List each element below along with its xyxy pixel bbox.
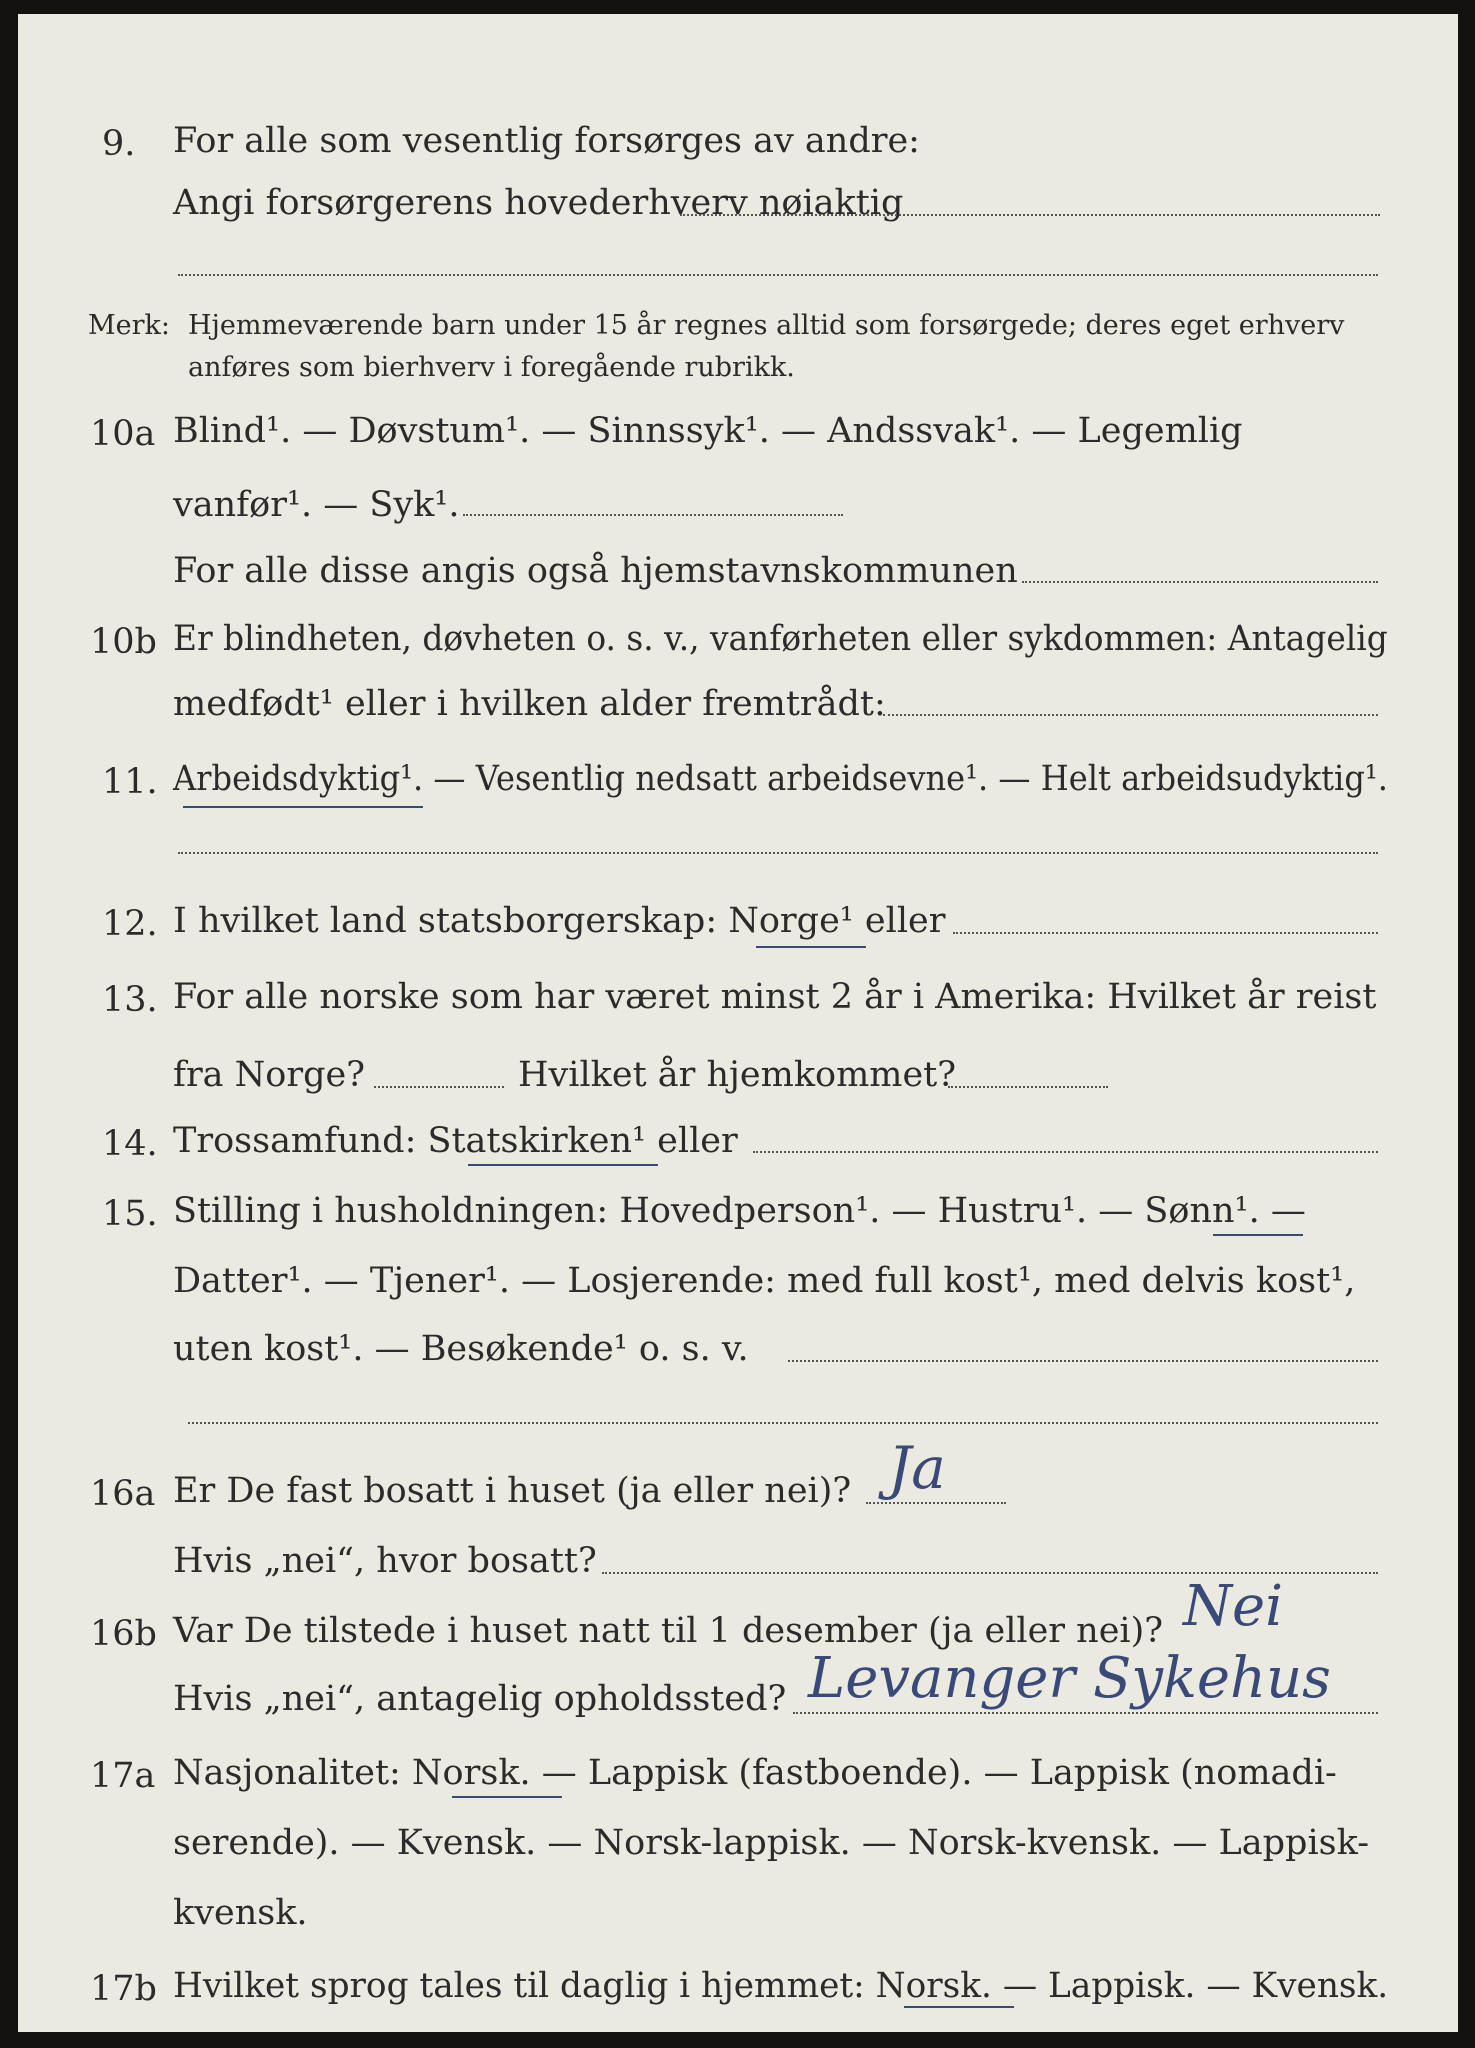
q10a-line1: Blind¹. — Døvstum¹. — Sinnssyk¹. — Andssvak¹. — Legemlig	[173, 411, 1243, 451]
q10b-line1: Er blindheten, døvheten o. s. v., vanførheten eller sykdommen: Antagelig	[173, 619, 1388, 659]
q14-underline-mark	[468, 1164, 658, 1166]
q17a-line3: kvensk.	[173, 1893, 308, 1933]
q15-answer-line	[788, 1360, 1378, 1362]
q16b-line2: Hvis „nei“, antagelig opholdssted?	[173, 1679, 787, 1719]
q10a-home-line	[1022, 581, 1378, 583]
q13-number: 13.	[102, 980, 158, 1020]
q10b-answer-line	[883, 714, 1378, 716]
q17b-number: 17b	[90, 1969, 157, 2009]
q13-line2b: Hvilket år hjemkommet?	[518, 1055, 957, 1095]
q13-year-left-line	[374, 1086, 504, 1088]
q16b-line1: Var De tilstede i huset natt til 1 desember (ja eller nei)?	[173, 1611, 1164, 1651]
q16b-handwritten-location: Levanger Sykehus	[808, 1646, 1331, 1711]
q15-underline-mark	[1213, 1234, 1303, 1236]
q9-answer-line2	[178, 274, 1378, 276]
q11-underline-mark	[183, 806, 423, 808]
q17a-line2: serende). — Kvensk. — Norsk-lappisk. — Norsk-kvensk. — Lappisk-	[173, 1823, 1370, 1863]
merk-line2: anføres som bierhverv i foregående rubrikk.	[188, 352, 795, 383]
q17a-underline-mark	[452, 1796, 562, 1798]
census-form-page	[18, 14, 1458, 2032]
q12-underline-mark	[756, 946, 866, 948]
q17b-underline-mark	[904, 2006, 1014, 2008]
q16a-line1: Er De fast bosatt i huset (ja eller nei)?	[173, 1471, 852, 1511]
q16b-handwritten-answer: Nei	[1183, 1574, 1284, 1639]
q15-number: 15.	[102, 1194, 158, 1234]
q10a-answer-line	[463, 514, 843, 516]
q10b-line2: medfødt¹ eller i hvilken alder fremtrådt:	[173, 684, 886, 724]
q15-line3: uten kost¹. — Besøkende¹ o. s. v.	[173, 1329, 749, 1369]
merk-label: Merk:	[88, 310, 170, 341]
q17b-line1: Hvilket sprog tales til daglig i hjemmet: Norsk. — Lappisk. — Kvensk.	[173, 1966, 1389, 2006]
q9-line2: Angi forsørgerens hovederhverv nøiaktig	[173, 183, 904, 223]
q14-line1: Trossamfund: Statskirken¹ eller	[173, 1121, 738, 1161]
q15-line1: Stilling i husholdningen: Hovedperson¹. — Hustru¹. — Sønn¹. —	[173, 1191, 1306, 1231]
q10a-line2: vanfør¹. — Syk¹.	[173, 485, 460, 525]
q11-number: 11.	[102, 762, 158, 802]
q11-line1: Arbeidsdyktig¹. — Vesentlig nedsatt arbeidsevne¹. — Helt arbeidsudyktig¹.	[173, 759, 1388, 799]
q13-year-returned-line	[948, 1086, 1108, 1088]
q16b-number: 16b	[90, 1614, 157, 1654]
q14-number: 14.	[102, 1124, 158, 1164]
q16a-handwritten-answer: Ja	[888, 1434, 946, 1502]
q15-line2: Datter¹. — Tjener¹. — Losjerende: med full kost¹, med delvis kost¹,	[173, 1261, 1356, 1301]
q13-line1: For alle norske som har været minst 2 år i Amerika: Hvilket år reist	[173, 977, 1377, 1017]
q12-answer-line	[953, 932, 1378, 934]
q12-number: 12.	[102, 904, 158, 944]
q16a-number: 16a	[90, 1474, 156, 1514]
q12-line1: I hvilket land statsborgerskap: Norge¹ eller	[173, 901, 946, 941]
q11-answer-line	[178, 852, 1378, 854]
q15-answer-line2	[188, 1422, 1378, 1424]
q16b-location-line	[793, 1712, 1378, 1714]
q9-line1: For alle som vesentlig forsørges av andre:	[173, 121, 920, 161]
q16a-answer-line	[866, 1502, 1006, 1504]
q10b-number: 10b	[90, 622, 157, 662]
q9-answer-line	[680, 214, 1380, 216]
q9-number: 9.	[102, 124, 136, 164]
merk-line1: Hjemmeværende barn under 15 år regnes alltid som forsørgede; deres eget erhverv	[188, 310, 1345, 341]
q14-answer-line	[753, 1151, 1378, 1153]
q13-line2a: fra Norge?	[173, 1055, 365, 1095]
q10a-line3: For alle disse angis også hjemstavnskommunen	[173, 551, 1018, 591]
q10a-number: 10a	[90, 414, 156, 454]
q17a-number: 17a	[90, 1756, 156, 1796]
q17a-line1: Nasjonalitet: Norsk. — Lappisk (fastboende). — Lappisk (nomadi-	[173, 1753, 1337, 1793]
q16a-line2: Hvis „nei“, hvor bosatt?	[173, 1541, 597, 1581]
